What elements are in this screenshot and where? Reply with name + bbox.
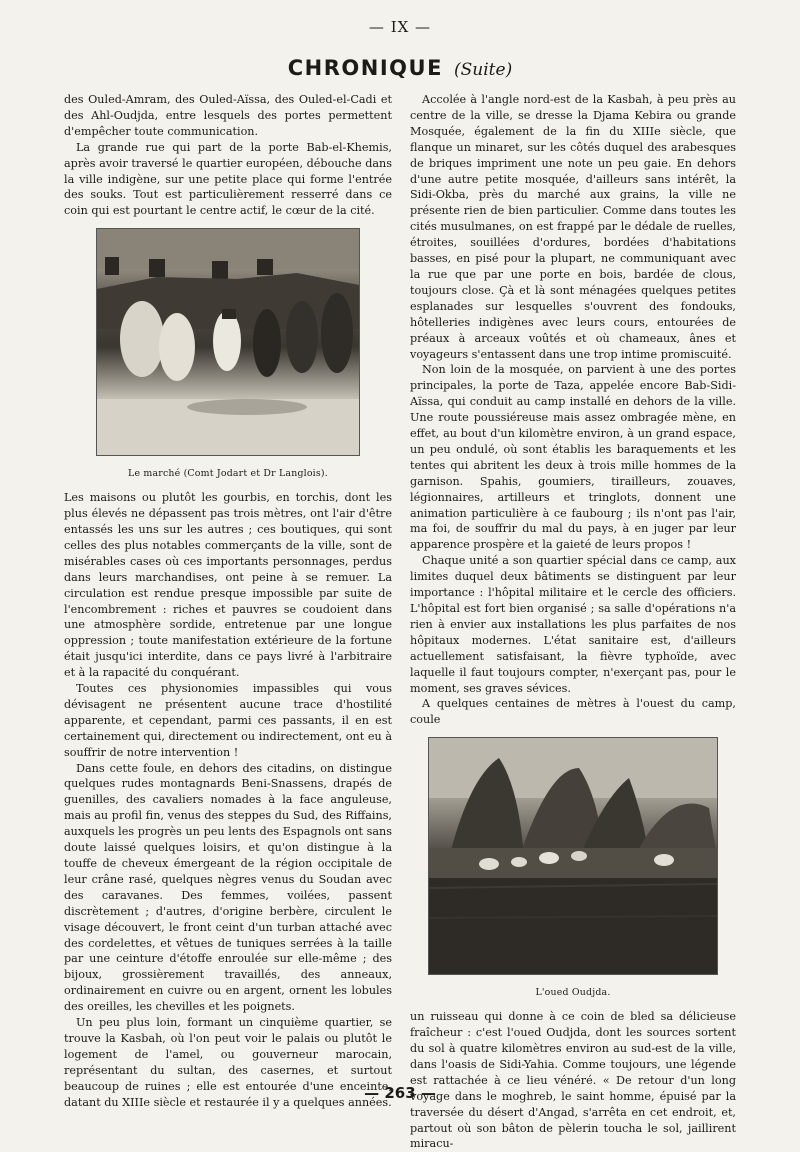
oued-photo [428,737,718,975]
left-paragraph-2: La grande rue qui part de la porte Bab-el-Khemis, après avoir traversé le quartier européen, débouche dans la ville indigène, sur une petite place qui forme l'entrée des souks. Tout est particulièrement resserré dans ce coin qui est pourtant le centre actif, le cœur de la cité. [64,140,392,218]
figure-oued [410,737,736,1001]
title-suite: (Suite) [454,60,513,80]
left-paragraph-3: Les maisons ou plutôt les gourbis, en torchis, dont les plus élevés ne dépassent pas trois mètres, ont l'air d'être entassés les uns sur les autres ; ces boutiques, qui sont celles des plus notables commerçants de la ville, sont de misérables cases où ces importants personnages, perdus dans leurs marchandises, ont peine à se remuer. La circulation est rendue presque impossible par suite de l'encombrement : riches et pauvres se coudoient dans une atmosphère sordide, entretenue par une longue oppression ; toute manifestation extérieure de la fortune était jusqu'ici interdite, dans ce pays livré à l'arbitraire et à la rapacité du conquérant. [64,491,392,680]
oued-caption: L'oued Oudjda. [535,987,611,999]
right-paragraph-5: un ruisseau qui donne à ce coin de bled sa délicieuse fraîcheur : c'est l'oued Oudjda, dont les sources sortent du sol à quatre kilomètres environ au sud-est de la ville, dans l'oasis de Sidi-Yahia. Comme toujours, une légende est rattachée à ce lieu vénéré. « De retour d'un long voyage dans le moghreb, le saint homme, épuisé par la traversée du désert d'Angad, s'arrêta en cet endroit, et, partout où son bâton de pèlerin toucha le sol, jaillirent miracu- [410,1010,736,1151]
page-title [0,56,800,80]
oued-photo-illustration [429,738,717,974]
right-paragraph-2: Non loin de la mosquée, on parvient à une des portes principales, la porte de Taza, appelée encore Bab-Sidi-Aïssa, qui conduit au camp installé en dehors de la ville. Une route poussiéreuse mais assez ombragée mène, en effet, au bout d'un kilomètre environ, à un grand espace, un peu ondulé, où sont établis les baraquements et les tentes qui abritent les deux à trois mille hommes de la garnison. Spahis, goumiers, tirailleurs, zouaves, légionnaires, artilleurs et tringlots, donnent une animation particulière à ce faubourg ; ils n'ont pas l'air, ma foi, de souffrir du mal du pays, à en juger par leur apparence prospère et la gaieté de leurs propos ! [410,363,736,552]
left-paragraph-5: Dans cette foule, en dehors des citadins, on distingue quelques rudes montagnards Beni-Snassens, drapés de guenilles, des cavaliers nomades à la face anguleuse, mais au profil fin, venus des steppes du Sud, des Riffains, auxquels les progrès un peu lents des Espagnols ont sans doute laissé quelques loisirs, et qu'on distingue à la touffe de cheveux émergeant de la région occipitale de leur crâne rasé, quelques nègres venus du Soudan avec des caravanes. Des femmes, voilées, passent discrètement ; d'autres, d'origine berbère, circulent le visage découvert, le front ceint d'un turban attaché avec des cordelettes, et vêtues de tuniques serrées à la taille par une ceinture d'étoffe enroulée sur elle-même ; des bijoux, grossièrement travaillés, des anneaux, ordinairement en cuivre ou en argent, ornent les lobules des oreilles, les chevilles et les poignets. [64,761,392,1014]
left-paragraph-6: Un peu plus loin, formant un cinquième quartier, se trouve la Kasbah, où l'on peut voir le palais ou plutôt le logement de l'amel, ou gouverneur marocain, représentant du sultan, des casernes, et surtout beaucoup de ruines ; elle est entourée d'une enceinte, datant du XIIIe siècle et restaurée il y a quelques années. [64,1016,392,1109]
figure-market [64,228,392,482]
right-paragraph-3: Chaque unité a son quartier spécial dans ce camp, aux limites duquel deux bâtiments se distinguent par leur importance : l'hôpital militaire et le cercle des officiers. L'hôpital est fort bien organisé ; sa salle d'opérations n'a rien à envier aux installations les plus parfaites de nos hôpitaux modernes. L'état sanitaire est, d'ailleurs actuellement satisfaisant, la fièvre typhoïde, avec laquelle il faut toujours compter, n'exerçant pas, pour le moment, ses graves sévices. [410,554,736,695]
page-number-roman: — IX — [368,18,432,36]
right-column [410,92,736,1152]
right-paragraph-4: A quelques centaines de mètres à l'ouest du camp, coule [410,697,736,727]
market-caption: Le marché (Comt Jodart et Dr Langlois). [128,468,328,480]
left-paragraph-4: Toutes ces physionomies impassibles qui vous dévisagent ne présentent aucune trace d'hostilité apparente, et cependant, parmi ces passants, il en est certainement qui, directement ou indirectement, ont eu à souffrir de notre intervention ! [64,682,392,759]
chronique-title: CHRONIQUE [287,56,443,80]
page-number: — 263 — [364,1084,436,1102]
market-photo-illustration [97,229,359,455]
left-column [64,92,392,1111]
market-photo [96,228,360,456]
left-paragraph-1: des Ouled-Amram, des Ouled-Aïssa, des Ouled-el-Cadi et des Ahl-Oudjda, entre lesquels des portes permettent d'empêcher toute communication. [64,93,392,138]
right-paragraph-1: Accolée à l'angle nord-est de la Kasbah, à peu près au centre de la ville, se dresse la Djama Kebira ou grande Mosquée, également de la fin du XIIIe siècle, que flanque un minaret, sur les côtés duquel des arabesques de briques impriment une note un peu gaie. En dehors d'une autre petite mosquée, d'ailleurs sans intérêt, la Sidi-Okba, près du marché aux grains, la ville ne présente rien de bien particulier. Comme dans toutes les cités musulmanes, on est frappé par le dédale de ruelles, étroites, souillées d'ordures, bordées d'habitations basses, en pisé pour la plupart, ne communiquant avec la rue que par une porte en bois, bardée de clous, toujours close. Çà et là sont ménagées quelques petites esplanades sur lesquelles s'ouvrent des fondouks, hôtelleries indigènes avec leurs cours, entourées de préaux à arceaux voûtés et où chameaux, ânes et voyageurs s'entassent dans une trop intime promiscuité. [410,93,736,361]
